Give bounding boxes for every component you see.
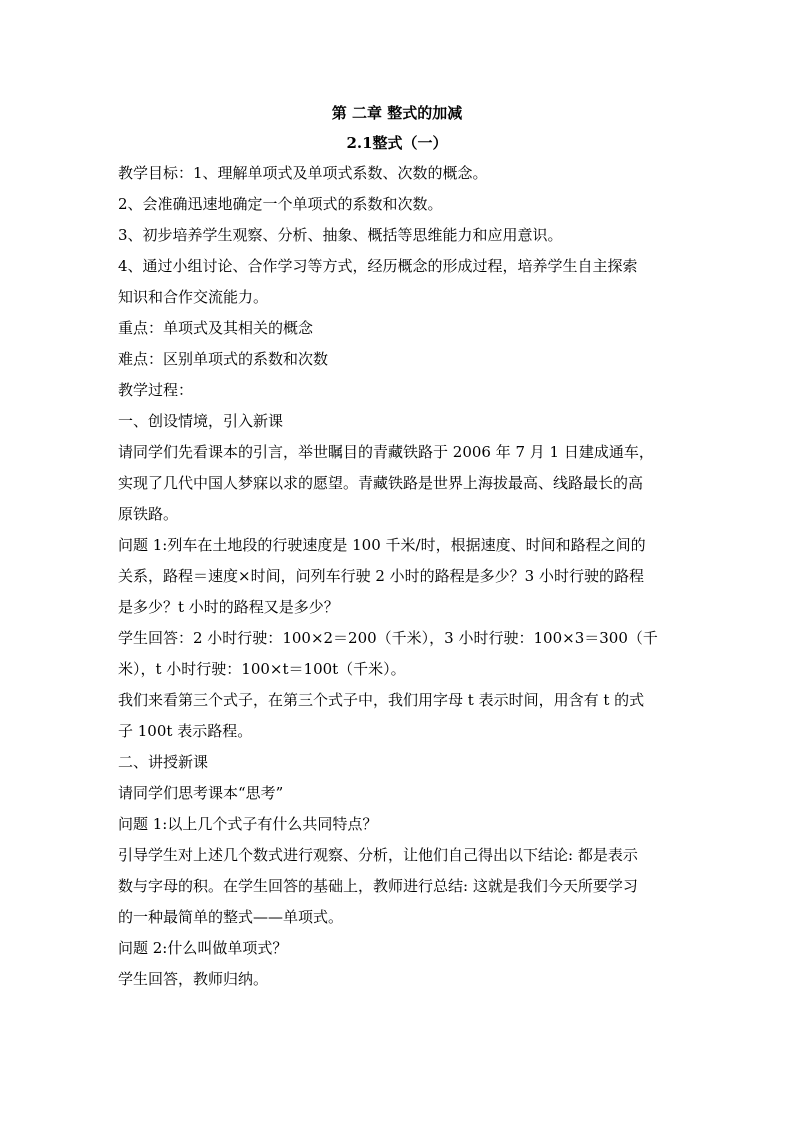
text-line: 数与字母的积。在学生回答的基础上，教师进行总结: 这就是我们今天所要学习 (118, 877, 638, 895)
text-line: 问题 1:以上几个式子有什么共同特点？ (118, 815, 378, 833)
text-line: 教学目标：1、理解单项式及单项式系数、次数的概念。 (118, 164, 488, 182)
text-line: 二、讲授新课 (118, 753, 209, 771)
chapter-title: 第 二章 整式的加减 (331, 104, 463, 122)
text-line: 子 100t 表示路程。 (118, 722, 253, 740)
text-line: 的一种最简单的整式——单项式。 (118, 908, 344, 926)
text-line: 教学过程： (118, 381, 194, 399)
section-title: 2.1整式（一） (346, 134, 448, 152)
text-line: 知识和合作交流能力。 (118, 288, 269, 306)
text-line: 关系，路程＝速度×时间，问列车行驶 2 小时的路程是多少？3 小时行驶的路程 (118, 567, 644, 585)
text-line: 原铁路。 (118, 505, 179, 523)
text-line: 实现了几代中国人梦寐以求的愿望。青藏铁路是世界上海拔最高、线路最长的高 (118, 474, 644, 492)
text-line: 问题 1:列车在土地段的行驶速度是 100 千米/时，根据速度、时间和路程之间的 (118, 536, 646, 554)
text-line: 重点：单项式及其相关的概念 (118, 319, 314, 337)
text-line: 难点：区别单项式的系数和次数 (118, 350, 329, 368)
text-line: 我们来看第三个式子，在第三个式子中，我们用字母 t 表示时间，用含有 t 的式 (118, 691, 645, 709)
text-line: 一、创设情境，引入新课 (118, 412, 284, 430)
text-line: 引导学生对上述几个数式进行观察、分析，让他们自己得出以下结论: 都是表示 (118, 846, 638, 864)
text-line: 2、会准确迅速地确定一个单项式的系数和次数。 (118, 195, 443, 213)
text-line: 米），t 小时行驶：100×t＝100t（千米）。 (118, 660, 406, 678)
text-line: 3、初步培养学生观察、分析、抽象、概括等思维能力和应用意识。 (118, 226, 563, 244)
text-line: 是多少？t 小时的路程又是多少？ (118, 598, 339, 616)
text-line: 学生回答：2 小时行驶：100×2＝200（千米），3 小时行驶：100×3＝300（千 (118, 629, 658, 647)
text-line: 学生回答，教师归纳。 (118, 970, 269, 988)
text-line: 问题 2:什么叫做单项式？ (118, 939, 288, 957)
text-line: 请同学们思考课本“思考” (118, 784, 284, 802)
text-line: 请同学们先看课本的引言，举世瞩目的青藏铁路于 2006 年 7 月 1 日建成通车， (118, 443, 654, 461)
text-line: 4、通过小组讨论、合作学习等方式，经历概念的形成过程，培养学生自主探索 (118, 257, 638, 275)
